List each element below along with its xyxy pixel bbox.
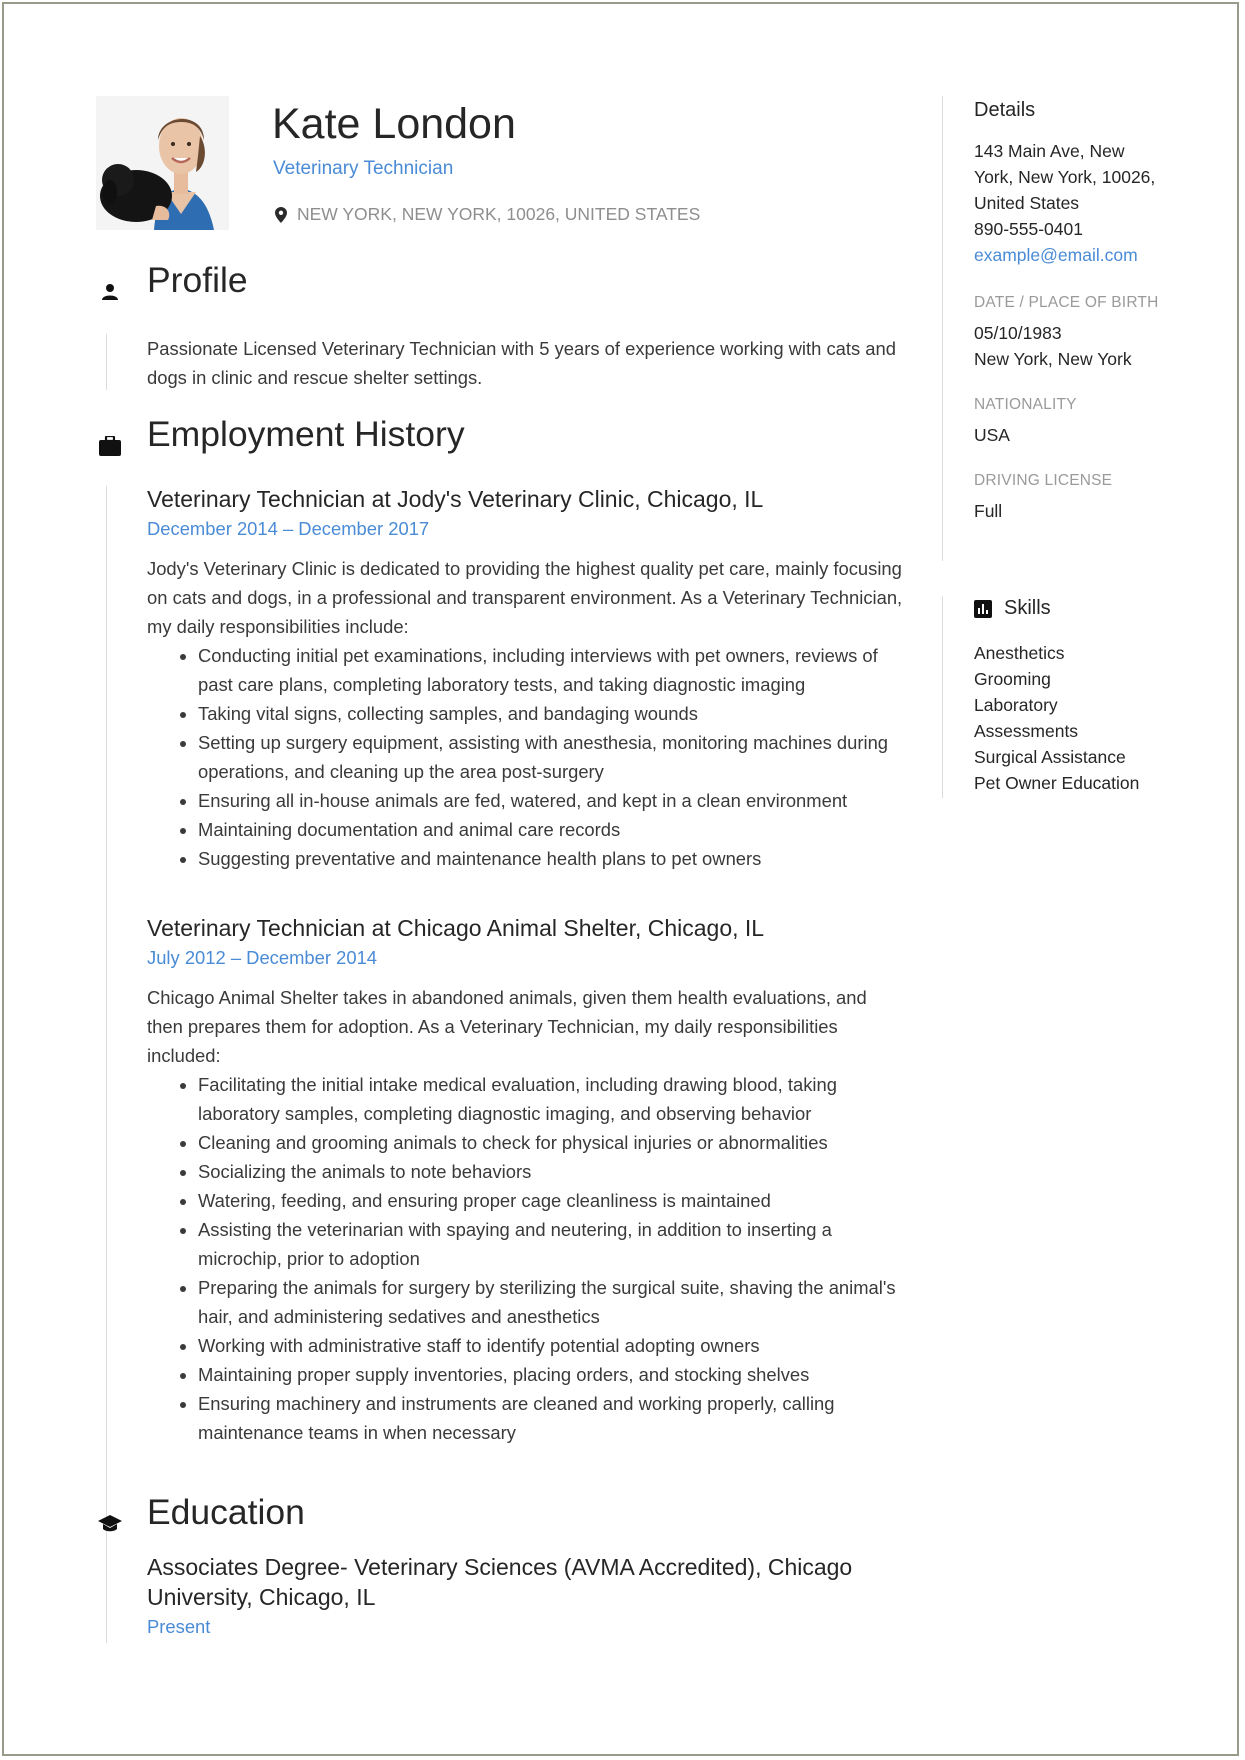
details-panel (974, 99, 1232, 524)
job-entry (147, 913, 907, 1447)
list-item: • Setting up surgery equipment, assisting with anesthesia, monitoring machines during operations, and cleaning up the area post-surgery (198, 728, 907, 786)
list-item: • Ensuring all in-house animals are fed, watered, and kept in a clean environment (198, 786, 907, 815)
skills-divider (942, 596, 943, 798)
list-item: • Maintaining documentation and animal care records (198, 815, 907, 844)
employment-section-header (96, 414, 465, 460)
briefcase-icon (96, 432, 124, 460)
job-2-divider (106, 914, 107, 1554)
job-dates: July 2012 – December 2014 (147, 947, 378, 968)
location-text: NEW YORK, NEW YORK, 10026, UNITED STATES (297, 204, 701, 224)
skill-item: Pet Owner Education (974, 773, 1140, 793)
job-title: Veterinary Technician at Jody's Veterinary Clinic, Chicago, IL (147, 486, 764, 512)
list-item: • Maintaining proper supply inventories, placing orders, and stocking shelves (198, 1360, 907, 1389)
list-item: • Taking vital signs, collecting samples, and bandaging wounds (198, 699, 907, 728)
skill-item: Anesthetics (974, 643, 1065, 663)
skill-item: Surgical Assistance (974, 747, 1126, 767)
list-item: • Socializing the animals to note behaviors (198, 1157, 907, 1186)
list-item: • Suggesting preventative and maintenance health plans to pet owners (198, 844, 907, 873)
education-dates: Present (147, 1616, 211, 1637)
list-item: • Ensuring machinery and instruments are cleaned and working properly, calling maintenance teams in when necessary (198, 1389, 907, 1447)
education-title: Education (147, 1492, 305, 1532)
birth-label: DATE / PLACE OF BIRTH (974, 294, 1159, 311)
person-icon (96, 278, 124, 306)
address-line: 143 Main Ave, New (974, 141, 1125, 161)
profile-photo (96, 96, 229, 230)
skills-list (974, 640, 1232, 796)
education-section-header (96, 1492, 305, 1538)
email-link[interactable]: example@email.com (974, 245, 1138, 265)
skills-header (974, 597, 1232, 620)
list-item: • Assisting the veterinarian with spaying and neutering, in addition to inserting a microchip, prior to adoption (198, 1215, 907, 1273)
list-item: • Preparing the animals for surgery by sterilizing the surgical suite, shaving the animal's hair, and administering sedatives and anesthetics (198, 1273, 907, 1331)
skill-item: Assessments (974, 721, 1079, 741)
duty-list (147, 641, 907, 873)
profile-divider (106, 334, 107, 390)
skill-item: Laboratory (974, 695, 1058, 715)
job-1-divider (106, 486, 107, 978)
bar-chart-icon (974, 600, 992, 618)
graduation-cap-icon (96, 1510, 124, 1538)
map-pin-icon (275, 207, 287, 223)
address-line: York, New York, 10026, (974, 167, 1156, 187)
phone-number: 890-555-0401 (974, 219, 1083, 239)
employment-title: Employment History (147, 414, 465, 454)
duty-list (147, 1070, 907, 1447)
profile-summary: Passionate Licensed Veterinary Technician with 5 years of experience working with cats and dogs in clinic and rescue shelter settings. (147, 338, 896, 388)
job-description: Jody's Veterinary Clinic is dedicated to providing the highest quality pet care, mainly focusing on cats and dogs, in a professional and transparent environment. As a Veterinary Technician, my daily responsibilities include: (147, 558, 903, 637)
list-item: • Working with administrative staff to identify potential adopting owners (198, 1331, 907, 1360)
nationality-value: USA (974, 425, 1010, 445)
birth-place: New York, New York (974, 349, 1132, 369)
skill-item: Grooming (974, 669, 1051, 689)
skills-panel (974, 597, 1232, 796)
list-item: • Conducting initial pet examinations, including interviews with pet owners, reviews of past care plans, completing laboratory tests, and taking diagnostic imaging (198, 641, 907, 699)
profile-section-header (96, 260, 248, 306)
education-entry (147, 1552, 867, 1640)
details-title: Details (974, 99, 1036, 121)
list-item: • Watering, feeding, and ensuring proper cage cleanliness is maintained (198, 1186, 907, 1215)
job-entry (147, 484, 907, 873)
job-title: Veterinary Technician at Chicago Animal Shelter, Chicago, IL (147, 915, 765, 941)
candidate-location (275, 204, 700, 225)
birth-date: 05/10/1983 (974, 323, 1062, 343)
list-item: • Cleaning and grooming animals to check for physical injuries or abnormalities (198, 1128, 907, 1157)
degree-title: Associates Degree- Veterinary Sciences (AVMA Accredited), Chicago University, Chicago, IL (147, 1554, 853, 1610)
skills-title: Skills (1004, 597, 1051, 619)
address-line: United States (974, 193, 1080, 213)
profile-title: Profile (147, 260, 248, 300)
nationality-label: NATIONALITY (974, 396, 1077, 413)
candidate-job-title: Veterinary Technician (273, 158, 454, 179)
license-label: DRIVING LICENSE (974, 472, 1113, 489)
list-item: • Facilitating the initial intake medical evaluation, including drawing blood, taking laboratory samples, completing diagnostic imaging, and observing behavior (198, 1070, 907, 1128)
profile-block (147, 334, 907, 392)
license-value: Full (974, 501, 1003, 521)
job-description: Chicago Animal Shelter takes in abandoned animals, given them health evaluations, and then prepares them for adoption. As a Veterinary Technician, my daily responsibilities included: (147, 987, 867, 1066)
job-dates: December 2014 – December 2017 (147, 518, 430, 539)
details-divider (942, 96, 943, 561)
candidate-name: Kate London (272, 100, 516, 148)
education-divider (106, 1553, 107, 1643)
